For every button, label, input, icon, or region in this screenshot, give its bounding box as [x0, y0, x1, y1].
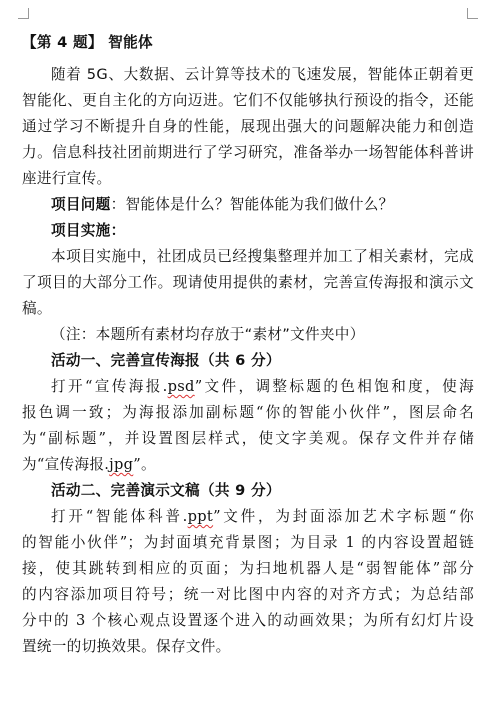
- project-question-text: ：智能体是什么？智能体能为我们做什么？: [110, 196, 394, 213]
- activity2-line: [22, 504, 474, 530]
- activity2-line: 分中的 3 个核心观点设置逐个进入的动画效果；为所有幻灯片设: [22, 612, 474, 629]
- activity1-line: 为“副标题”，并设置图层样式，使文字美观。保存文件并存储: [22, 430, 474, 447]
- activity1-paragraph: [22, 374, 474, 478]
- activity1-filename: jpg: [109, 456, 134, 473]
- activity1-text: 打开“宣传海报.: [51, 378, 168, 395]
- activity2-line: 接，使其跳转到相应的页面；为扫地机器人是“弱智能体”部分: [22, 560, 474, 577]
- activity2-paragraph: [22, 504, 474, 660]
- project-question: [22, 192, 474, 218]
- activity1-title: 活动一、完善宣传海报（共 6 分）: [51, 352, 281, 369]
- impl-line: 了项目的大部分工作。现请使用提供的素材，完善宣传海报和演示文: [22, 274, 474, 291]
- crop-mark-top-right: [467, 8, 478, 19]
- intro-line: 随着 5G、大数据、云计算等技术的飞速发展，智能体正朝着更: [51, 66, 474, 83]
- intro-line: 智能化、更自主化的方向迈进。它们不仅能够执行预设的指令，还能: [22, 92, 474, 109]
- intro-line: 座进行宣传。: [22, 170, 112, 187]
- intro-paragraph: [22, 62, 474, 192]
- activity1-text: ”文件，调整标题的色相饱和度，使海: [194, 378, 474, 395]
- activity2-line: 的智能小伙伴”；为封面填充背景图；为目录 1 的内容设置超链: [22, 534, 474, 551]
- intro-line: 力。信息科技社团前期进行了学习研究，准备举办一场智能体科普讲: [22, 144, 474, 161]
- project-impl-label: 项目实施：: [51, 222, 126, 239]
- question-topic: 智能体: [108, 34, 153, 51]
- activity2-filename: ppt: [187, 508, 214, 525]
- activity1-text: ”。: [133, 456, 156, 473]
- activity2-text: 打开“智能体科普.: [51, 508, 188, 525]
- materials-note: （注：本题所有素材均存放于“素材”文件夹中）: [51, 326, 365, 343]
- project-question-label: 项目问题: [51, 196, 111, 213]
- question-content: [22, 30, 474, 660]
- question-title: [22, 30, 474, 56]
- impl-line: 本项目实施中，社团成员已经搜集整理并加工了相关素材，完成: [51, 248, 474, 265]
- crop-mark-top-left: [18, 8, 29, 19]
- impl-paragraph: [22, 244, 474, 322]
- activity1-line: [22, 452, 474, 478]
- impl-line: 稿。: [22, 300, 52, 317]
- activity2-title: 活动二、完善演示文稿（共 9 分）: [51, 482, 281, 499]
- activity1-line: 报色调一致；为海报添加副标题“你的智能小伙伴”，图层命名: [22, 404, 474, 421]
- activity2-line: 的内容添加项目符号；统一对比图中内容的对齐方式；为总结部: [22, 586, 474, 603]
- activity2-line: 置统一的切换效果。保存文件。: [22, 638, 231, 655]
- activity1-line: [22, 374, 474, 400]
- activity1-filename: psd: [167, 378, 195, 395]
- activity2-text: ”文件，为封面添加艺术字标题“你: [213, 508, 474, 525]
- question-tag: 【第 4 题】: [22, 34, 103, 51]
- activity1-text: 为“宣传海报.: [22, 456, 110, 473]
- intro-line: 通过学习不断提升自身的性能，展现出强大的问题解决能力和创造: [22, 118, 474, 135]
